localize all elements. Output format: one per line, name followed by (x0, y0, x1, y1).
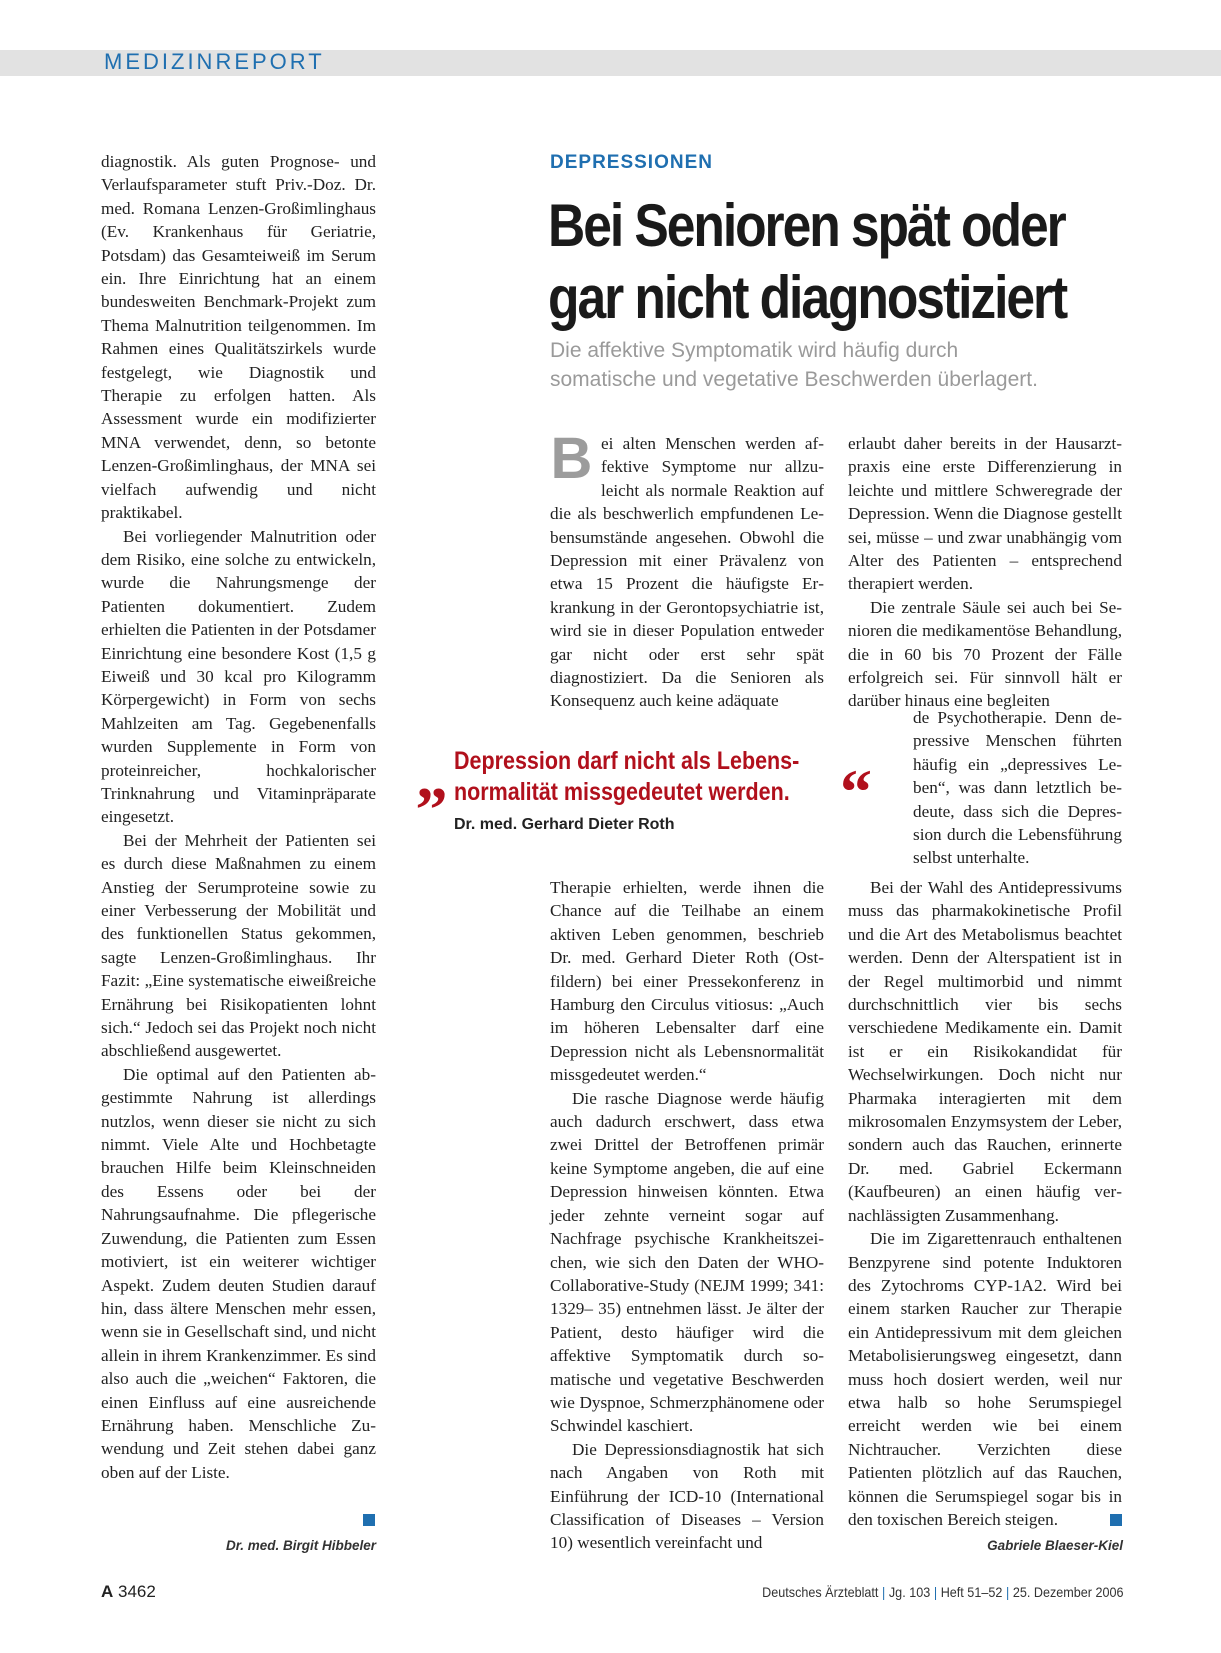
title-line: Bei Senioren spät oder (548, 192, 1065, 259)
paragraph: Die Depressionsdiagnostik hat sich nach Angaben von Roth mit Einführung der ICD-10 (International Classification of Diseases – Version 10) wesentlich vereinfacht und (550, 1439, 824, 1553)
journal-issue: Heft 51–52 (940, 1584, 1002, 1600)
article-column-3-top (848, 432, 1122, 713)
quote-line: Depression darf nicht als Lebens- (454, 747, 800, 775)
separator: | (933, 1584, 937, 1600)
paragraph: Die rasche Diagnose werde häufig auch dadurch erschwert, dass etwa zwei Drittel der Betroffenen primär keine Symptome angeben, die auf eine Depression hinweisen könnten. Etwa jeder zehnte verneint sogar auf Nachfrage psychische Krankheitszeichen, wie sich den Daten der WHO-Collaborative-Study (NEJM 1999; 341: 1329– 35) entnehmen lässt. Je älter der Patient, desto häufiger wird die affektive Symptomatik durch somatische und vegetative Beschwerden wie Dyspnoe, Schmerzphänomene oder Schwindel kaschiert. (550, 1088, 824, 1436)
drop-cap: B (550, 426, 593, 491)
article-column-3-bottom (848, 876, 1122, 1531)
page-prefix: A (101, 1582, 114, 1601)
end-square-icon (363, 1514, 375, 1526)
paragraph: erlaubt daher bereits in der Hausarztpraxis eine erste Differenzierung in leichte und mittlere Schweregrade der Depression. Wenn die Diagnose gestellt sei, müsse – und zwar unabhängig vom Alter des Patienten – entsprechend therapiert werden. (848, 434, 1122, 594)
quote-open-icon: „ (416, 741, 448, 812)
paragraph: Bei vorliegender Malnutrition oder dem Risiko, eine solche zu entwickeln, wurde die Nahrungsmenge der Patienten dokumentiert. Zudem erhielten die Patienten in der Potsdamer Einrichtung eine besondere Kost (1,5 g Eiweiß und 30 kcal pro Kilogramm Körpergewicht) in Form von sechs Mahlzeiten am Tag. Gegebenenfalls wurden Supplemente in Form von proteinreicher, hochkalorischer Trinknahrung und Vitaminpräparate eingesetzt. (101, 526, 376, 827)
page-number-value: 3462 (118, 1582, 156, 1601)
subtitle-line: somatische und vegetative Beschwerden überlagert. (550, 368, 1038, 391)
separator: | (881, 1584, 885, 1600)
left-article-author: Dr. med. Birgit Hibbeler (225, 1538, 376, 1553)
journal-date: 25. Dezember 2006 (1012, 1584, 1123, 1600)
article-title (548, 190, 1098, 334)
quote-close-icon: “ (840, 756, 872, 827)
article-author: Gabriele Blaeser-Kiel (987, 1538, 1123, 1553)
footer-citation (762, 1584, 1123, 1600)
journal-volume: Jg. 103 (888, 1584, 930, 1600)
paragraph: Therapie erhielten, werde ihnen die Chance auf die Teilhabe an einem aktiven Leben genommen, beschrieb Dr. med. Gerhard Dieter Roth (Ostfildern) bei einer Pressekonferenz in Hamburg den Circulus vitiosus: „Auch im höheren Lebensalter darf eine Depression nicht als Lebensnormalität missgedeutet werden.“ (550, 878, 824, 1085)
paragraph: de Psychotherapie. Denn depressive Menschen führten häufig ein „depressives Leben“, was dann letztlich bedeute, dass sich die Depression durch die Lebensführung selbst unterhalte. (913, 708, 1122, 868)
subtitle-line: Die affektive Symptomatik wird häufig durch (550, 339, 959, 362)
paragraph: Die zentrale Säule sei auch bei Senioren die medikamentöse Behandlung, die in 60 bis 70 Prozent der Fälle erfolgreich sei. Für sinnvoll hält er darüber hinaus eine begleiten (848, 597, 1122, 711)
paragraph (550, 426, 824, 713)
article-subtitle (550, 336, 1150, 394)
paragraph-text: ei alten Menschen werden affektive Symptome nur allzuleicht als normale Reaktion auf die als beschwerlich empfundenen Lebensumstände angesehen. Obwohl die Depression mit einer Prävalenz von etwa 15 Prozent die häufigste Erkrankung in der Gerontopsychiatrie ist, wird sie in dieser Population entweder gar nicht oder erst sehr spät diagnostiziert. Da die Senioren als Konsequenz auch keine adäquate (550, 434, 824, 711)
title-line: gar nicht diagnostiziert (548, 264, 1067, 331)
article-column-3-inset (913, 706, 1122, 870)
end-square-icon (1110, 1514, 1122, 1526)
journal-name: Deutsches Ärzteblatt (761, 1584, 878, 1600)
article-column-2-bottom (550, 876, 824, 1555)
paragraph: diagnostik. Als guten Prognose- und Verlaufsparameter stuft Priv.-Doz. Dr. med. Romana Lenzen-Großimlinghaus (Ev. Krankenhaus für Geriatrie, Potsdam) das Gesamteiweiß im Serum ein. Ihre Einrichtung hat an einem bundesweiten Benchmark-Projekt zum Thema Malnutrition teilgenommen. Im Rahmen eines Qualitätszirkels wurde festgelegt, wie Diagnostik und Therapie zu erfolgen hatten. Als Assessment wurde ein modifizierter MNA verwendet, denn, so betonte Lenzen-Großimlinghaus, der MNA sei vielfach aufwendig und nicht praktikabel. (101, 152, 376, 523)
separator: | (1005, 1584, 1009, 1600)
article-column-2-top (550, 426, 824, 713)
quote-author: Dr. med. Gerhard Dieter Roth (454, 816, 675, 833)
article-kicker: DEPRESSIONEN (550, 152, 713, 173)
paragraph: Die optimal auf den Patienten abgestimmte Nahrung ist allerdings nutzlos, wenn dieser sie nicht zu sich nimmt. Viele Alte und Hochbetagte brauchen Hilfe beim Kleinschneiden des Essens oder bei der Nahrungsaufnahme. Die pflegerische Zuwendung, die Patienten zum Essen motiviert, ist ein weiterer wichtiger Aspekt. Zudem deuten Studien darauf hin, dass ältere Menschen mehr essen, wenn sie in Gesellschaft sind, und nicht allein in ihrem Krankenzimmer. Es sind also auch die „weichen“ Faktoren, die einen Einfluss auf eine ausreichende Ernährung haben. Menschliche Zuwendung und Zeit stehen dabei ganz oben auf der Liste. (101, 1064, 376, 1482)
quote-line: normalität missgedeutet werden. (454, 778, 790, 806)
page-number (101, 1582, 156, 1602)
paragraph: Bei der Mehrheit der Patienten sei es durch diese Maßnahmen zu einem Anstieg der Serumproteine sowie zu einer Verbesserung der Mobilität und des funktionellen Status gekommen, sagte Lenzen-Großimlinghaus. Ihr Fazit: „Eine systematische eiweißreiche Ernährung bei Risikopatienten lohnt sich.“ Jedoch sei das Projekt noch nicht abschließend ausgewertet. (101, 830, 376, 1061)
paragraph: Die im Zigarettenrauch enthaltenen Benzpyrene sind potente Induktoren des Zytochroms CYP-1A2. Wird bei einem starken Raucher zur Therapie ein Antidepressivum mit dem gleichen Metabolisierungsweg eingesetzt, dann muss hoch dosiert werden, weil nur etwa halb so hohe Serumspiegel erreicht werden wie bei einem Nichtraucher. Verzichten diese Patienten plötzlich auf das Rauchen, können die Serumspiegel sogar bis in den toxischen Bereich steigen. (848, 1229, 1122, 1529)
pull-quote (454, 746, 815, 808)
paragraph: Bei der Wahl des Antidepressivums muss das pharmakokinetische Profil und die Art des Metabolismus beachtet werden. Denn der Alterspatient ist in der Regel multimorbid und nimmt durchschnittlich vier bis sechs verschiedene Medikamente ein. Damit ist er ein Risikokandidat für Wechselwirkungen. Doch nicht nur Pharmaka interagierten mit dem mikrosomalen Enzymsystem der Leber, sondern auch das Rauchen, erinnerte Dr. med. Gabriel Eckermann (Kaufbeuren) an einen häufig vernachlässigten Zusammenhang. (848, 878, 1122, 1225)
section-label: MEDIZINREPORT (104, 49, 325, 74)
left-article-column (101, 150, 376, 1484)
